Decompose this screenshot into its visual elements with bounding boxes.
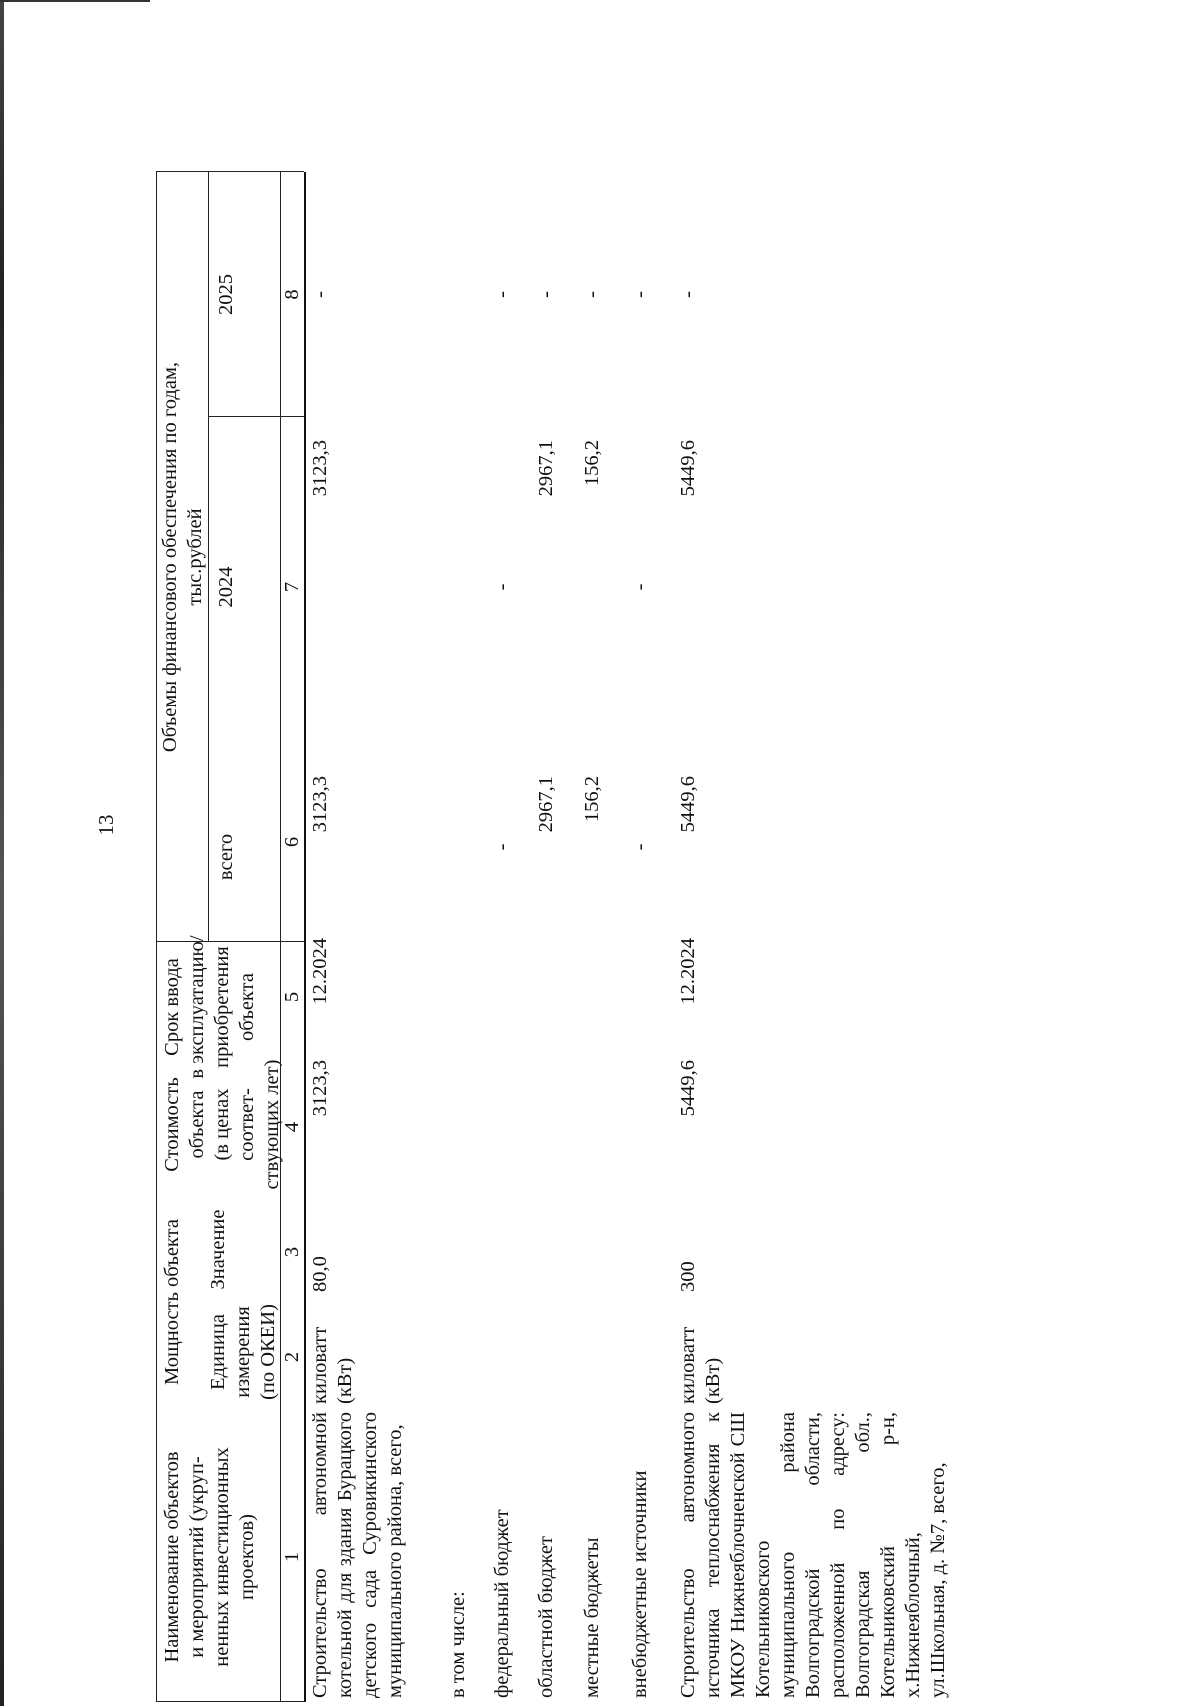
row2-unit: киловатт (кВт)	[677, 1326, 724, 1404]
investment-table	[150, 82, 1050, 1702]
row1-term: 12.2024	[309, 938, 331, 1005]
colnum-2: 2	[281, 1351, 303, 1363]
colnum-3: 3	[281, 1246, 303, 1258]
row-regional-total: 2967,1	[535, 776, 557, 833]
row-federal-2024: -	[491, 583, 513, 591]
row1-cost: 3123,3	[309, 1060, 331, 1117]
table-border-top	[156, 172, 157, 1702]
header-unit: Единица измерения (по ОКЕИ)	[207, 1304, 279, 1400]
scan-edge-left	[0, 0, 4, 1706]
row-extrabudget-total: -	[629, 843, 651, 851]
row-federal-name: федеральный бюджет	[491, 1509, 513, 1698]
row2-value: 300	[677, 1261, 699, 1292]
row1-name: Строительство автономной котельной для здания Бурацкого детского сада Суровикинского муниципального района, всего,	[309, 1412, 406, 1698]
row1-2024: 3123,3	[309, 440, 331, 497]
row-local-2024: 156,2	[581, 440, 603, 487]
row-regional-2025: -	[535, 291, 557, 298]
colnum-1: 1	[281, 1551, 303, 1563]
row-extrabudget-2025: -	[629, 291, 651, 298]
colnum-7: 7	[281, 581, 303, 593]
header-term: Срок ввода в эксплуатацию/ приобретения объекта	[161, 935, 258, 1079]
colnum-4: 4	[281, 1121, 303, 1133]
row2-name: Строительство автономного источника теплоснабжения к МКОУ Нижнеяблочненской СШ Котельниковского муниципального района Волгоградской области, расположенной по адресу: Волгоградская обл., Котельниковский р-н, х.Нижнеяблочный, ул.Школьная, д. №7, всего,	[677, 1412, 949, 1698]
row2-2025: -	[677, 291, 699, 298]
row-federal-total: -	[491, 843, 513, 851]
colnum-5: 5	[281, 991, 303, 1003]
row-including-label: в том числе:	[447, 1591, 469, 1698]
finance-subheader-divider	[208, 172, 209, 942]
row-federal-2025: -	[491, 291, 513, 298]
row1-value: 80,0	[309, 1256, 331, 1292]
row-local-total: 156,2	[581, 776, 603, 823]
row1-unit: киловатт (кВт)	[309, 1326, 356, 1404]
row1-2025: -	[309, 291, 331, 298]
row-extrabudget-2024: -	[629, 583, 651, 591]
header-total: всего	[215, 833, 237, 881]
row2-2024: 5449,6	[677, 440, 699, 497]
row2-term: 12.2024	[677, 938, 699, 1005]
row-extrabudget-name: внебюджетные источники	[629, 1470, 651, 1698]
header-2024: 2024	[215, 566, 237, 608]
row2-total: 5449,6	[677, 776, 699, 833]
row1-total: 3123,3	[309, 776, 331, 833]
colnum-8: 8	[281, 289, 303, 300]
page-number: 13	[94, 814, 118, 836]
header-power: Мощность объекта	[161, 1219, 183, 1385]
header-2025: 2025	[215, 274, 237, 315]
row-local-name: местные бюджеты	[581, 1537, 603, 1698]
row-regional-2024: 2967,1	[535, 440, 557, 497]
row-local-2025: -	[581, 291, 603, 298]
header-finance: Объемы финансового обеспечения по годам, тыс.рублей	[159, 361, 206, 753]
row-regional-name: областной бюджет	[535, 1536, 557, 1698]
header-name: Наименование объектов и мероприятий (укруп- ненных инвестиционных проектов)	[161, 1447, 258, 1667]
header-value: Значение	[207, 1209, 229, 1290]
scan-edge-top	[0, 0, 150, 2]
row2-cost: 5449,6	[677, 1060, 699, 1117]
colnum-6: 6	[281, 836, 303, 848]
header-cost: Стоимость объекта (в ценах соответ- ствующих лет)	[161, 1059, 283, 1190]
